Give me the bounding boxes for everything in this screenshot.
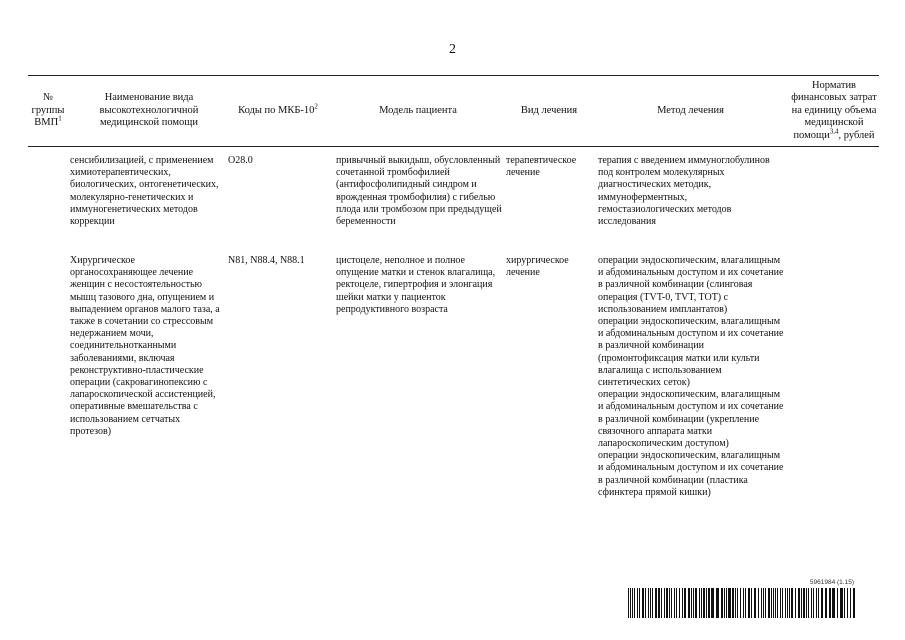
table-row-2-patient-model: цистоцеле, неполное и полное опущение матки и стенок влагалища, ректоцеле, гипертрофия и элонгация шейки матки у пациенток репродуктивного возраста [336,255,496,315]
table-row-1-treatment-method [598,155,783,228]
treatment-method-item: операции эндоскопическим, влагалищным и абдоминальным доступом и их сочетание в различной комбинации (пластика сфинктера прямой кишки) [598,450,784,498]
table-row-1-treatment-type: терапевтическое лечение [506,155,577,179]
header-treatment-method: Метод лечения [657,104,724,116]
table-row-2-treatment-type: хирургическое лечение [506,255,569,279]
treatment-method-item: операции эндоскопическим, влагалищным и абдоминальным доступом и их сочетание в различной комбинации (слинговая операция (TVT-0, TVT, TOT) с использованием имплантатов) [598,255,784,315]
barcode-bars [628,588,856,618]
table-row-1-icd-codes: O28.0 [228,155,253,166]
table-row-2-icd-codes: N81, N88.4, N88.1 [228,255,305,266]
treatment-method-item: операции эндоскопическим, влагалищным и абдоминальным доступом и их сочетание в различной комбинации (укрепление связочного аппарата матки лапароскопическим доступом) [598,389,784,450]
header-care-name: Наименование вида высокотехнологичной медицинской помощи [99,92,199,129]
header-treatment-type: Вид лечения [520,104,578,116]
table-row-2-treatment-method [598,255,785,499]
table-header-bottom-border [28,146,879,147]
table-row-2-care-name: Хирургическое органосохраняющее лечение женщин с несостоятельностью мышц тазового дна, опущением и выпадением органов малого таза, а также в сочетании со стрессовым недержанием мочи, соединительнотканными заболеваниями, включая реконструктивно-пластические операции (сакровагинопексию с лапароскопической ассистенцией, оперативные вмешательства с использованием сетчатых протезов) [70,255,220,437]
treatment-method-item: операции эндоскопическим, влагалищным и абдоминальным доступом и их сочетание в различной комбинации (промонтофиксация матки или культи влагалища с использованием синтетических сеток) [598,316,784,389]
barcode-number: 5961984 (1.15) [809,579,854,586]
header-icd-codes: Коды по МКБ-$10^2$ [238,102,318,116]
header-cost-standard: Норматив финансовых затрат на единицу объема медицинской помощи$^{3,4}$, рублей [791,79,877,141]
header-group-number: № группы ВМП$^1$ [31,92,65,129]
table-row-1-care-name: сенсибилизацией, с применением химиотерапевтических, биологических, онтогенетических, молекулярно-генетических и иммуногенетических методов коррекции [70,155,219,228]
treatment-method-item: терапия с введением иммуноглобулинов под контролем молекулярных диагностических методик, иммуноферментных, гемостазиологических методов исследования [598,155,770,228]
barcode [628,579,856,619]
header-patient-model: Модель пациента [379,104,457,116]
page-number: 2 [449,42,456,57]
table-row-1-patient-model: привычный выкидыш, обусловленный сочетанной тромбофилией (антифосфолипидный синдром и врожденная тромбофилия) с гибелью плода или тромбозом при предыдущей беременности [336,155,502,228]
